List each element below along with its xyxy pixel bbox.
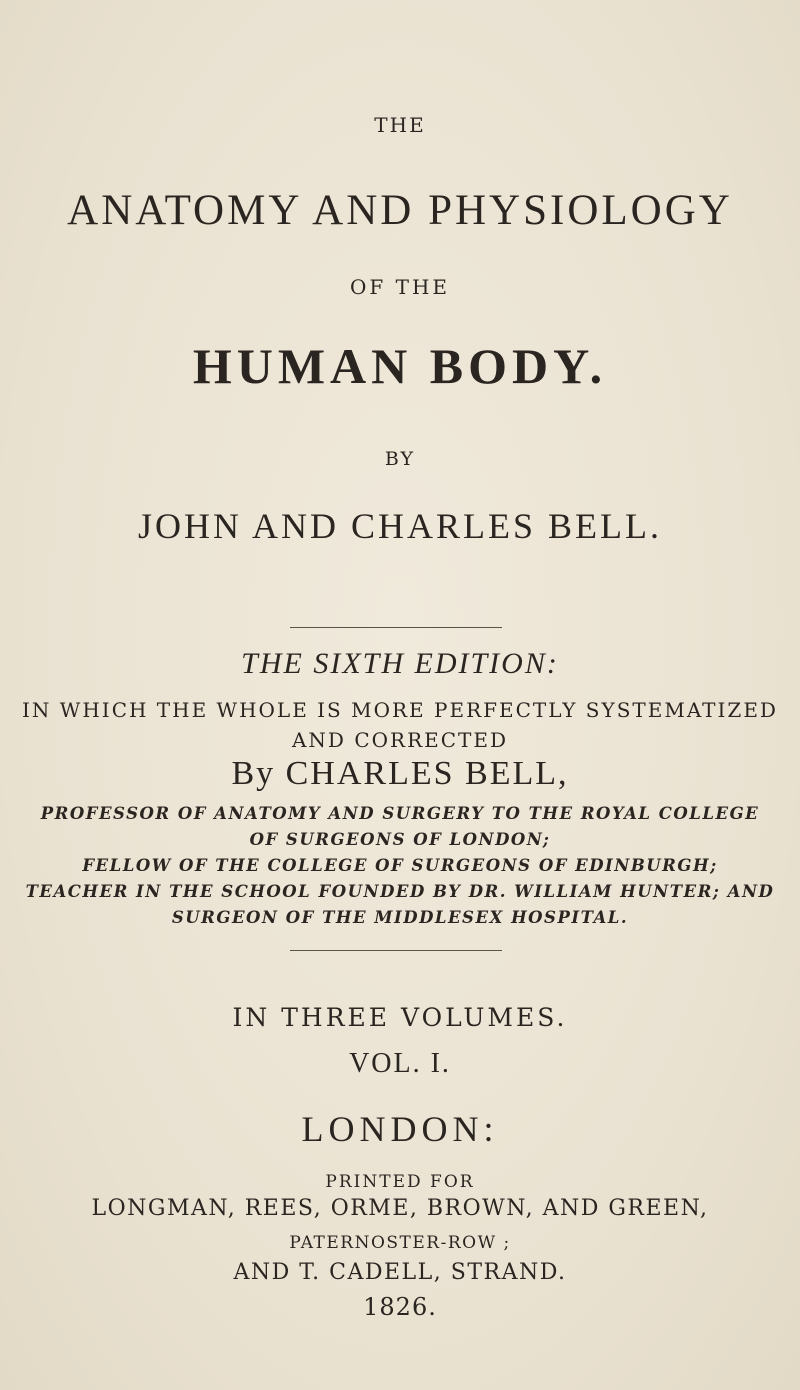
reviser: By CHARLES BELL, <box>231 755 569 792</box>
title-connector: OF THE <box>349 275 450 299</box>
authors: JOHN AND CHARLES BELL. <box>137 506 662 546</box>
by-label: BY <box>384 448 416 470</box>
publishers: LONGMAN, REES, ORME, BROWN, AND GREEN, <box>91 1196 709 1221</box>
credential-line: FELLOW OF THE COLLEGE OF SURGEONS OF EDINBURGH; <box>82 856 718 875</box>
heading-the: THE <box>374 113 426 137</box>
divider-rule <box>290 950 502 951</box>
publisher-address: PATERNOSTER-ROW ; <box>289 1233 511 1253</box>
publication-year: 1826. <box>363 1293 437 1321</box>
divider-rule <box>290 627 502 628</box>
book-title-emphasis: HUMAN BODY. <box>192 338 608 394</box>
credential-line: TEACHER IN THE SCHOOL FOUNDED BY DR. WILLIAM HUNTER; AND <box>25 882 775 901</box>
edition-heading: THE SIXTH EDITION: <box>241 647 559 680</box>
credential-line: SURGEON OF THE MIDDLESEX HOSPITAL. <box>171 908 629 927</box>
credential-line: OF SURGEONS OF LONDON; <box>249 830 551 849</box>
imprint-city: LONDON: <box>301 1109 499 1149</box>
book-title: ANATOMY AND PHYSIOLOGY <box>67 187 733 234</box>
volume-number: VOL. I. <box>349 1048 451 1079</box>
co-publisher: AND T. CADELL, STRAND. <box>233 1260 567 1285</box>
credential-line: PROFESSOR OF ANATOMY AND SURGERY TO THE ROYAL COLLEGE <box>40 804 760 823</box>
printed-for-label: PRINTED FOR <box>325 1172 475 1192</box>
volumes-note: IN THREE VOLUMES. <box>232 1003 568 1032</box>
edition-description-line: AND CORRECTED <box>291 728 509 752</box>
edition-description-line: IN WHICH THE WHOLE IS MORE PERFECTLY SYSTEMATIZED <box>22 698 778 722</box>
